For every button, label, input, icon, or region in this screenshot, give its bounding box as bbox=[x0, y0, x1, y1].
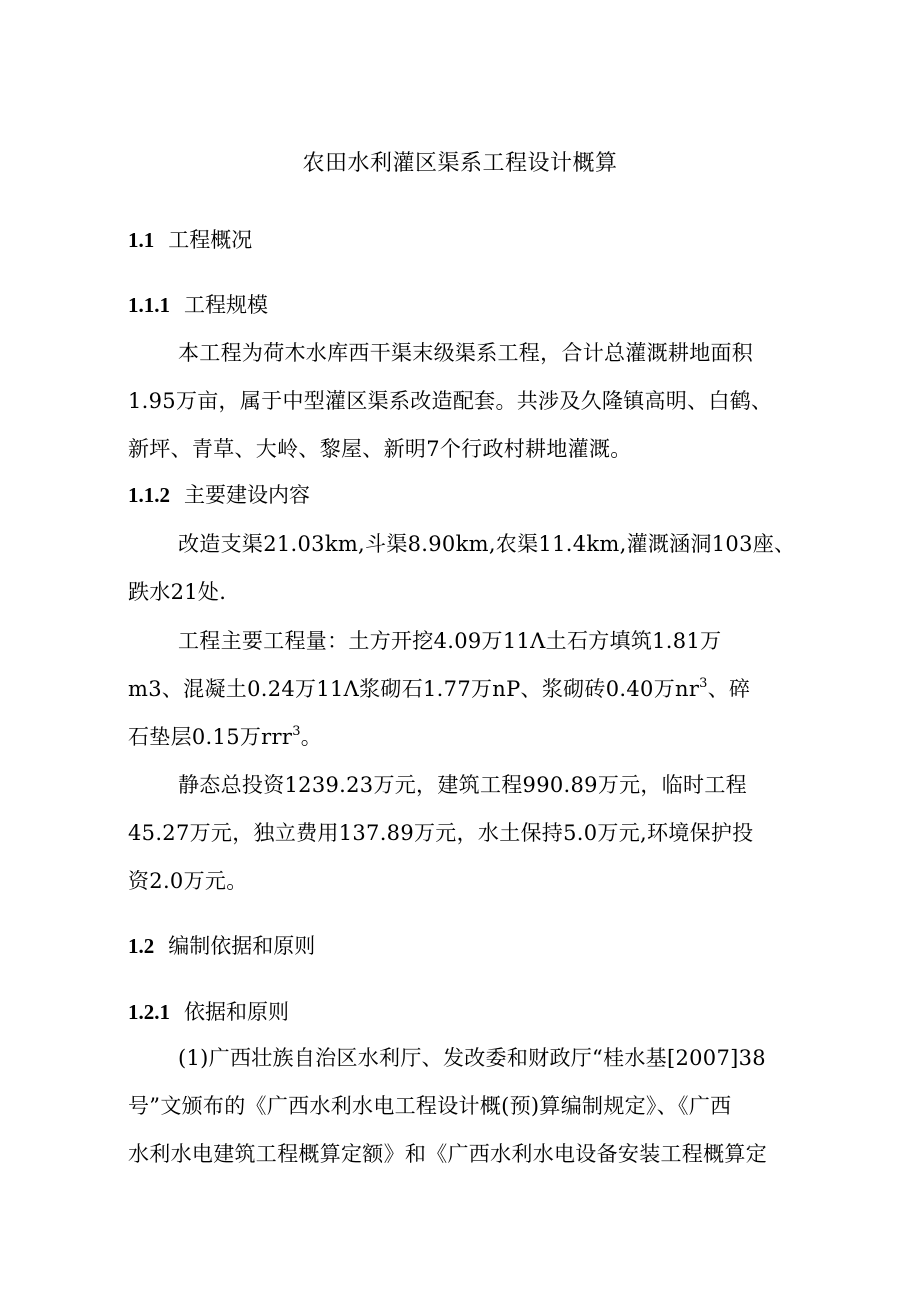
text-fragment: 。 bbox=[300, 725, 323, 749]
paragraph-line: 改造支渠21.03km,斗渠8.90km,农渠11.4km,灌溉涵洞103座、 bbox=[178, 532, 796, 556]
paragraph-line: 号”文颁布的《广西水利水电工程设计概(预)算编制规定》、《广西 bbox=[128, 1094, 732, 1118]
section-title: 工程规模 bbox=[184, 293, 268, 317]
text-fragment: m3、混凝土0.24万11Λ浆砌石1.77万nP、浆砌砖0.40万nr bbox=[128, 677, 700, 701]
paragraph-basis bbox=[128, 1034, 818, 1178]
paragraph-line: 跌水21处. bbox=[128, 580, 227, 604]
paragraph-line bbox=[128, 665, 818, 713]
section-title: 依据和原则 bbox=[184, 1000, 289, 1024]
document-title: 农田水利灌区渠系工程设计概算 bbox=[302, 151, 618, 176]
section-number: 1.2 bbox=[128, 934, 155, 958]
paragraph-line: 水利水电建筑工程概算定额》和《广西水利水电设备安装工程概算定 bbox=[128, 1142, 767, 1166]
paragraph-line: 45.27万元，独立费用137.89万元，水土保持5.0万元,环境保护投 bbox=[128, 821, 754, 845]
section-number: 1.1.2 bbox=[128, 483, 170, 507]
superscript: 3 bbox=[699, 676, 708, 691]
section-title: 编制依据和原则 bbox=[168, 934, 316, 958]
paragraph-line: 工程主要工程量：土方开挖4.09万11Λ土石方填筑1.81万 bbox=[178, 629, 722, 653]
text-fragment: 石垫层0.15万rrr bbox=[128, 725, 293, 749]
section-heading-1-1-2 bbox=[128, 479, 310, 511]
paragraph-line bbox=[128, 713, 818, 761]
paragraph-line: (1)广西壮族自治区水利厅、发改委和财政厅“桂水基[2007]38 bbox=[178, 1046, 766, 1070]
paragraph-project-scale bbox=[128, 329, 818, 473]
paragraph-investment bbox=[128, 761, 818, 905]
paragraph-line: 静态总投资1239.23万元，建筑工程990.89万元，临时工程 bbox=[178, 773, 747, 797]
paragraph-line: 资2.0万元。 bbox=[128, 869, 248, 893]
superscript: 3 bbox=[292, 724, 301, 739]
section-heading-1-1 bbox=[128, 224, 252, 256]
paragraph-line: 本工程为荷木水库西干渠末级渠系工程，合计总灌溉耕地面积 bbox=[178, 341, 754, 365]
paragraph-quantities bbox=[128, 617, 818, 761]
section-heading-1-2 bbox=[128, 930, 315, 962]
section-number: 1.1.1 bbox=[128, 293, 170, 317]
paragraph-line: 1.95万亩，属于中型灌区渠系改造配套。共涉及久隆镇高明、白鹤、 bbox=[128, 389, 773, 413]
paragraph-construction-content bbox=[128, 520, 818, 616]
section-title: 主要建设内容 bbox=[184, 483, 310, 507]
section-heading-1-2-1 bbox=[128, 996, 289, 1028]
section-heading-1-1-1 bbox=[128, 289, 268, 321]
section-number: 1.1 bbox=[128, 228, 155, 252]
paragraph-line: 新坪、青草、大岭、黎屋、新明7个行政村耕地灌溉。 bbox=[128, 437, 632, 461]
section-number: 1.2.1 bbox=[128, 1000, 170, 1024]
section-title: 工程概况 bbox=[168, 228, 253, 252]
text-fragment: 、碎 bbox=[707, 677, 751, 701]
